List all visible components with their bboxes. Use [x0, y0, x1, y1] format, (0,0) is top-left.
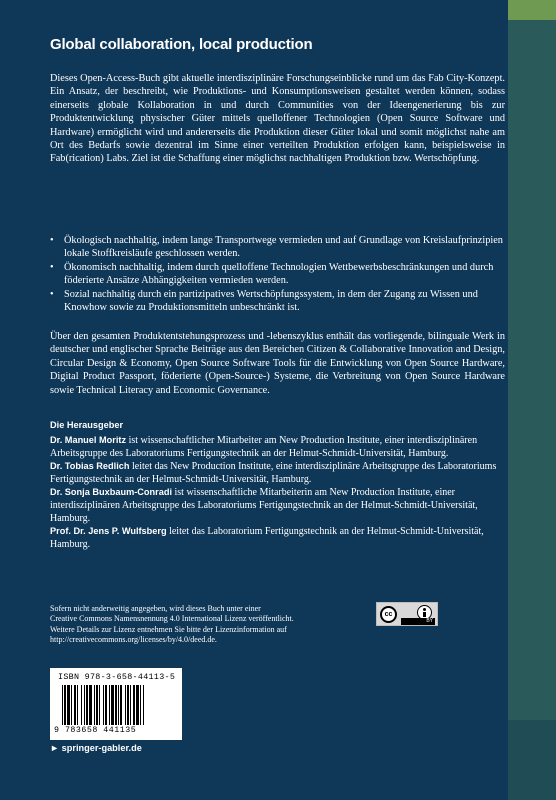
bullet-icon: •	[50, 288, 54, 300]
barcode-bar	[74, 685, 76, 725]
spine-accent-bar	[508, 0, 556, 800]
editor-name: Dr. Tobias Redlich	[50, 461, 130, 471]
barcode-digits: 9 783658 441135	[54, 726, 137, 735]
isbn-barcode	[50, 668, 182, 740]
barcode-bar	[133, 685, 135, 725]
cc-by-license-badge	[376, 602, 438, 626]
barcode-bar	[120, 685, 122, 725]
barcode-bar	[96, 685, 98, 725]
spine-accent-bottom	[508, 720, 556, 800]
sustainability-list	[50, 234, 505, 314]
barcode-bar	[103, 685, 104, 725]
editor-name: Prof. Dr. Jens P. Wulfsberg	[50, 526, 167, 536]
list-item: • Sozial nachhaltig durch ein partizipatives Wertschöpfungssystem, in dem der Zugang zu Wissen und Knowhow sowie zu Produktionsmitteln unbeschränkt ist.	[50, 288, 478, 314]
barcode-bar	[86, 685, 88, 725]
barcode-bar	[89, 685, 92, 725]
barcode-bar	[143, 685, 144, 725]
barcode-bar	[111, 685, 114, 725]
barcode-bar	[77, 685, 78, 725]
barcode-bar	[99, 685, 100, 725]
list-item: • Ökonomisch nachhaltig, indem durch quelloffene Technologien Wettbewerbsbeschränkungen und durch föderierte Ansätze Abhängigkeiten vermieden werden.	[50, 261, 494, 287]
isbn-number: ISBN 978-3-658-44113-5	[58, 672, 176, 682]
barcode-bar	[64, 685, 66, 725]
book-tagline: Global collaboration, local production	[50, 36, 313, 53]
barcode-bar	[67, 685, 70, 725]
editor-name: Dr. Sonja Buxbaum-Conradi	[50, 487, 173, 497]
barcode-bar	[118, 685, 119, 725]
barcode-bar	[109, 685, 110, 725]
intro-paragraph: Dieses Open-Access-Buch gibt aktuelle interdisziplinäre Forschungseinblicke rund um das Fab City-Konzept. Ein Ansatz, der beschreibt, wie Produktions- und Konsumptionsweisen gestaltet werden können, sodass einerseits globale Kollaboration in und durch Communities von der Ideengenerierung bis zur Produktentwicklung physischer Güter mittels quelloffener Technologien (Open Source Software und Hardware) ermöglicht wird und andererseits die Produktion dieser Güter lokal und somit möglichst nahe am Ort des Bedarfs sowie dezentral im Sinne einer verteilten Produktion erfolgen kann, beispielsweise in Fab(rication) Labs. Ziel ist die Schaffung einer möglichst nachhaltigen Produktion bzw. Wertschöpfung.	[50, 73, 505, 165]
editor-entry: Dr. Manuel Moritz ist wissenschaftlicher Mitarbeiter am New Production Institute, einer interdisziplinären Arbeitsgruppe des Laboratoriums Fertigungstechnik an der Helmut-Schmidt-Universität, Hamburg.	[50, 435, 478, 459]
editor-entry: Dr. Sonja Buxbaum-Conradi ist wissenschaftliche Mitarbeiterin am New Production Institute, einer interdisziplinären Arbeitsgruppe des Laboratoriums Fertigungstechnik an der Helmut-Schmidt-Universität, Hamburg.	[50, 487, 478, 524]
barcode-bar	[71, 685, 72, 725]
publisher-website-link[interactable]: ► springer-gabler.de	[50, 743, 142, 753]
bullet-icon: •	[50, 235, 54, 246]
barcode-bar	[136, 685, 139, 725]
creative-commons-icon: cc	[380, 606, 397, 623]
barcode-bar	[127, 685, 129, 725]
editor-entry: Prof. Dr. Jens P. Wulfsberg leitet das Laboratorium Fertigungstechnik an der Helmut-Schmidt-Universität, Hamburg.	[50, 526, 484, 550]
editors-list	[50, 434, 505, 551]
barcode-bar	[125, 685, 126, 725]
license-notice: Sofern nicht anderweitig angegeben, wird dieses Buch unter einer Creative Commons Namensnennung 4.0 International Lizenz veröffentlicht. Weitere Details zur Lizenz entnehmen Sie bitte der Lizenzinformation auf http://creativecommons.org/licenses/by/4.0/deed.de.	[50, 604, 350, 646]
barcode-bar	[81, 685, 82, 725]
barcode-bar	[115, 685, 117, 725]
spine-accent-top	[508, 0, 556, 20]
editor-name: Dr. Manuel Moritz	[50, 435, 127, 445]
barcode-bar	[140, 685, 141, 725]
list-item: • Ökologisch nachhaltig, indem lange Transportwege vermieden und auf Grundlage von Kreislaufprinzipien lokale Stoffkreisläufe geschlossen werden.	[50, 235, 503, 260]
editors-heading: Die Herausgeber	[50, 420, 124, 430]
editor-entry: Dr. Tobias Redlich leitet das New Production Institute, eine interdisziplinäre Arbeitsgruppe des Laboratoriums Fertigungstechnik an der Helmut-Schmidt-Universität, Hamburg.	[50, 461, 497, 485]
overview-paragraph: Über den gesamten Produktentstehungsprozess und -lebenszyklus enthält das vorliegende, bilinguale Werk in deutscher und englischer Sprache Beiträge aus den Bereichen Citizen & Collaborative Innovation and Design, Circular Design & Economy, Open Source Software Tools für die Entwicklung von Open Source Hardware, Digital Product Passport, föderierte (Open-Source-) Systeme, die Verbreitung von Open Source Hardware sowie Technical Literacy and Economic Governance.	[50, 331, 505, 396]
barcode-bars	[62, 685, 174, 725]
barcode-bar	[94, 685, 95, 725]
bullet-icon: •	[50, 261, 54, 273]
barcode-bar	[130, 685, 131, 725]
by-label: BY	[401, 618, 435, 625]
barcode-bar	[105, 685, 107, 725]
barcode-bar	[62, 685, 63, 725]
barcode-bar	[84, 685, 85, 725]
license-url[interactable]: http://creativecommons.org/licenses/by/4.0/deed.de.	[50, 635, 217, 645]
